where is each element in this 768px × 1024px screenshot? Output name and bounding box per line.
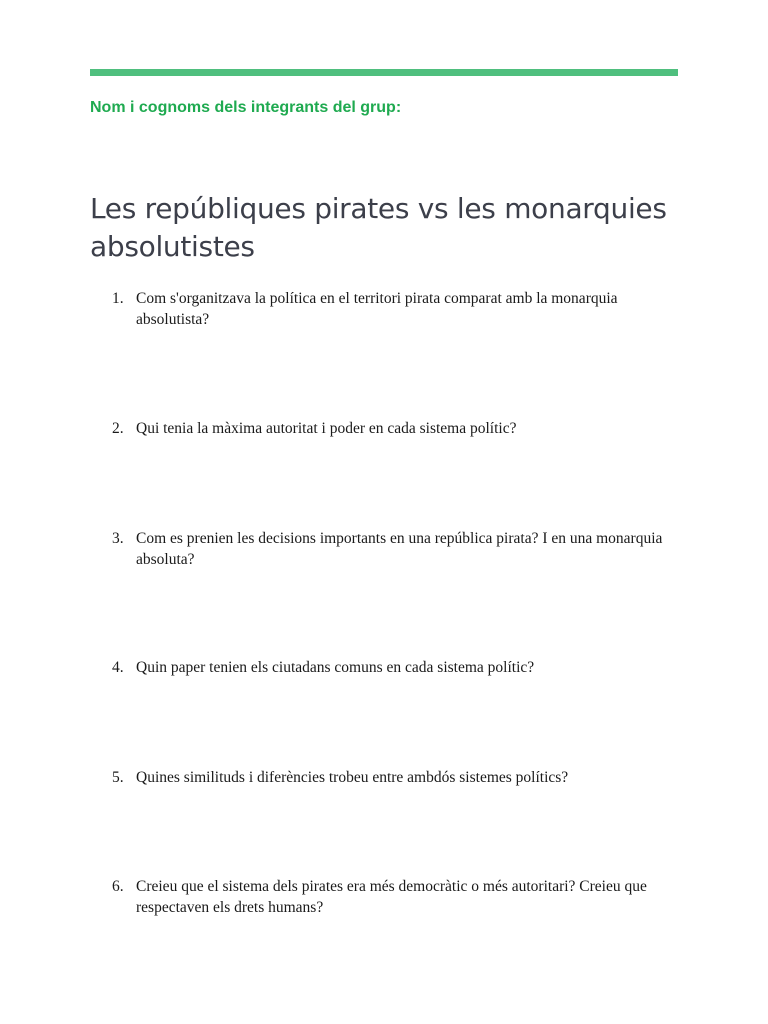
document-title: Les repúbliques pirates vs les monarquies absolutistes: [90, 192, 667, 263]
question-item: [112, 876, 672, 918]
question-text: Com es prenien les decisions importants en una república pirata? I en una monarquia absoluta?: [136, 530, 663, 568]
question-number: 3.: [112, 530, 124, 547]
question-number: 4.: [112, 659, 124, 676]
question-text: Creieu que el sistema dels pirates era més democràtic o més autoritari? Creieu que respectaven els drets humans?: [136, 878, 647, 916]
header-divider: [90, 69, 678, 76]
question-item: [112, 528, 672, 570]
question-number: 5.: [112, 769, 124, 786]
question-text: Quines similituds i diferències trobeu entre ambdós sistemes polítics?: [136, 769, 569, 786]
question-number: 1.: [112, 290, 124, 307]
question-item: [112, 418, 672, 439]
group-members-label: Nom i cognoms dels integrants del grup:: [90, 99, 402, 116]
question-text: Quin paper tenien els ciutadans comuns en cada sistema polític?: [136, 659, 535, 676]
question-number: 6.: [112, 878, 124, 895]
question-number: 2.: [112, 420, 124, 437]
question-item: [112, 657, 672, 678]
question-item: [112, 767, 672, 788]
question-text: Qui tenia la màxima autoritat i poder en cada sistema polític?: [136, 420, 517, 437]
question-text: Com s'organitzava la política en el territori pirata comparat amb la monarquia absolutista?: [136, 290, 618, 328]
question-item: [112, 288, 672, 330]
